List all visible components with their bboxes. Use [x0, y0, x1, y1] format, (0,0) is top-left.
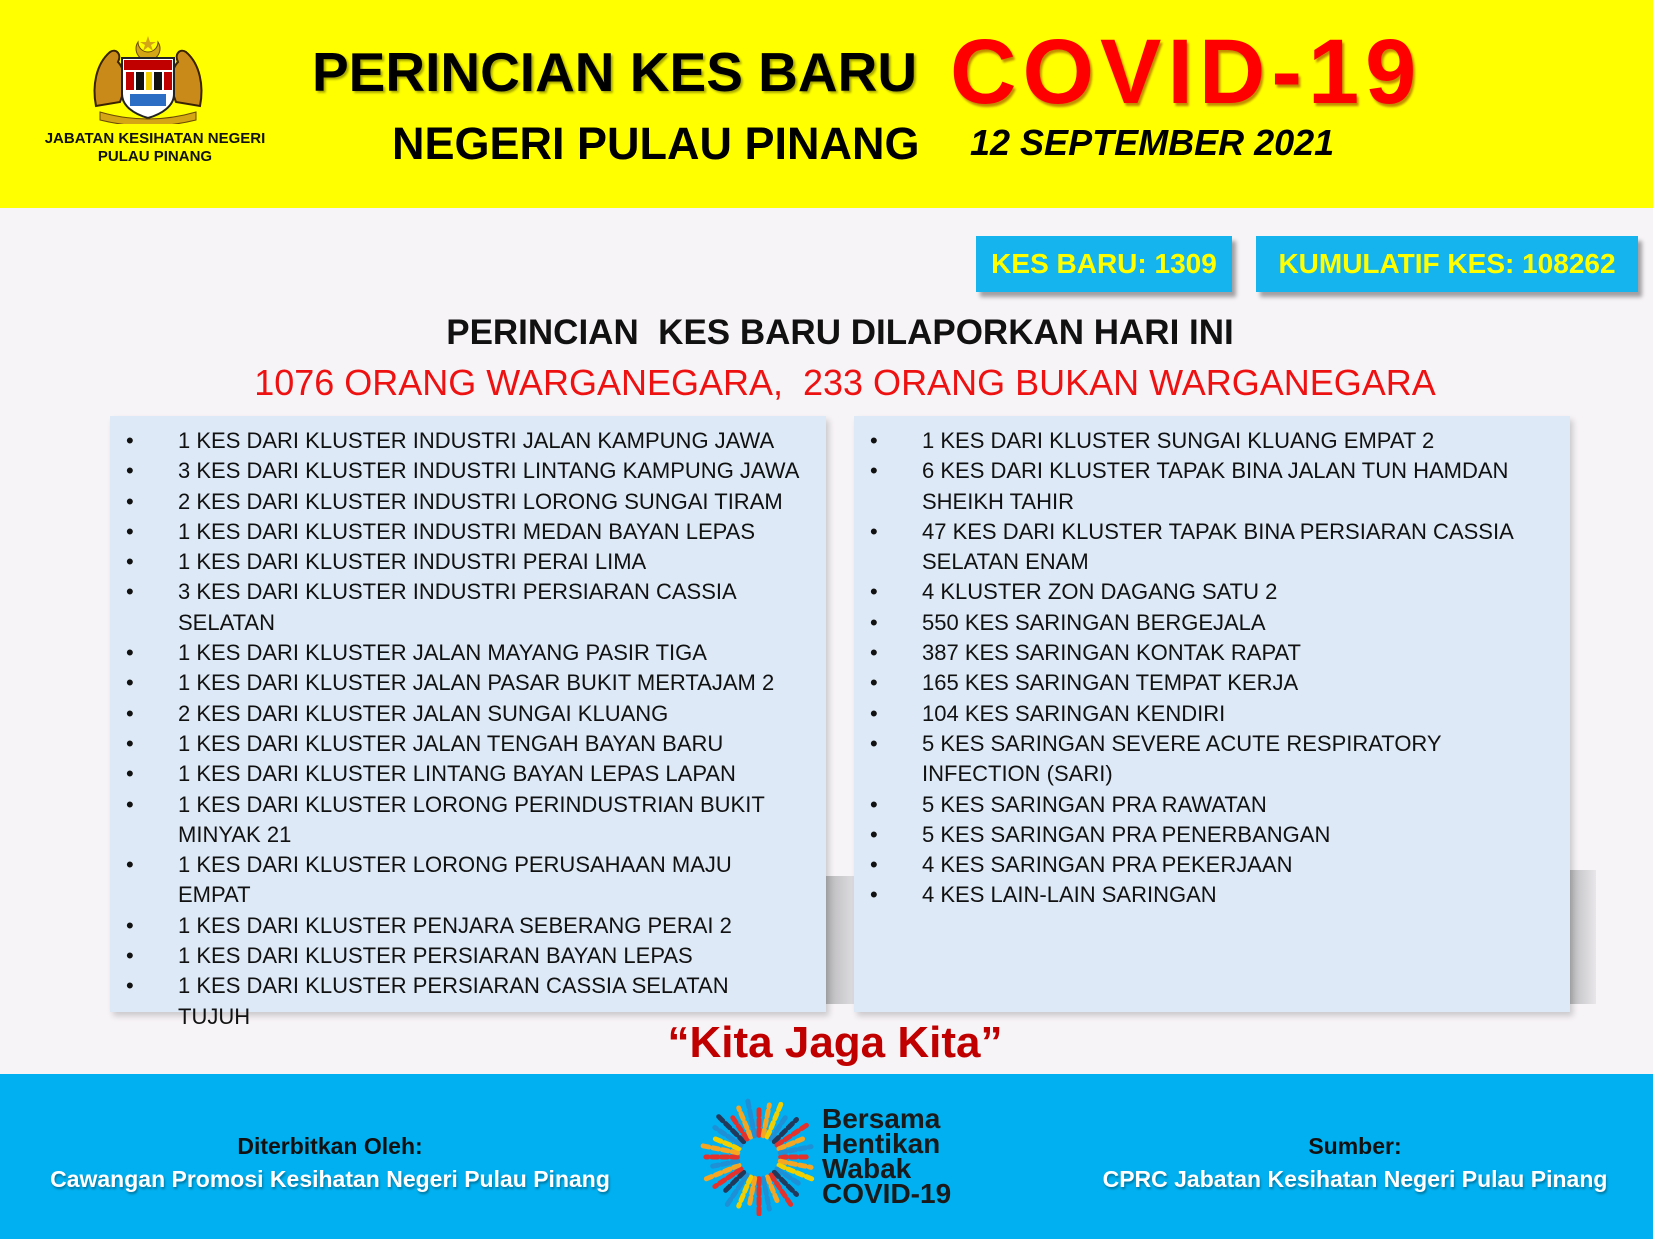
- list-item: • 5 KES SARINGAN SEVERE ACUTE RESPIRATORY INFECTION (SARI): [854, 729, 1570, 790]
- list-item: • 1 KES DARI KLUSTER INDUSTRI JALAN KAMPUNG JAWA: [110, 426, 826, 456]
- list-item: • 1 KES DARI KLUSTER PERSIARAN BAYAN LEPAS: [110, 941, 826, 971]
- section-subtitle: 1076 ORANG WARGANEGARA, 233 ORANG BUKAN WARGANEGARA: [254, 362, 1436, 403]
- list-item: • 47 KES DARI KLUSTER TAPAK BINA PERSIARAN CASSIA SELATAN ENAM: [854, 517, 1570, 578]
- left-case-list-panel: [110, 416, 826, 1029]
- list-item: • 1 KES DARI KLUSTER PERSIARAN CASSIA SELATAN TUJUH: [110, 971, 826, 1032]
- campaign-logo-text: [822, 1103, 992, 1209]
- list-item: • 1 KES DARI KLUSTER INDUSTRI PERAI LIMA: [110, 547, 826, 577]
- list-item: • 2 KES DARI KLUSTER INDUSTRI LORONG SUNGAI TIRAM: [110, 487, 826, 517]
- source-label: Sumber:: [1308, 1133, 1402, 1159]
- list-item: • 5 KES SARINGAN PRA RAWATAN: [854, 790, 1570, 820]
- logo-line-2: Hentikan: [822, 1128, 941, 1159]
- publisher-label: Diterbitkan Oleh:: [237, 1133, 423, 1159]
- list-item: • 1 KES DARI KLUSTER SUNGAI KLUANG EMPAT 2: [854, 426, 1570, 456]
- list-item: • 1 KES DARI KLUSTER JALAN TENGAH BAYAN BARU: [110, 729, 826, 759]
- list-item: • 1 KES DARI KLUSTER INDUSTRI MEDAN BAYAN LEPAS: [110, 517, 826, 547]
- list-item: • 6 KES DARI KLUSTER TAPAK BINA JALAN TUN HAMDAN SHEIKH TAHIR: [854, 456, 1570, 517]
- new-cases-badge: KES BARU: 1309: [976, 236, 1232, 292]
- list-item: • 1 KES DARI KLUSTER PENJARA SEBERANG PERAI 2: [110, 911, 826, 941]
- list-item: • 5 KES SARINGAN PRA PENERBANGAN: [854, 820, 1570, 850]
- list-item: • 1 KES DARI KLUSTER JALAN MAYANG PASIR TIGA: [110, 638, 826, 668]
- list-item: • 3 KES DARI KLUSTER INDUSTRI PERSIARAN CASSIA SELATAN: [110, 577, 826, 638]
- logo-line-3: Wabak: [822, 1153, 912, 1184]
- covid-title: COVID-19: [950, 21, 1423, 123]
- publisher-name: Cawangan Promosi Kesihatan Negeri Pulau Pinang: [50, 1166, 610, 1192]
- department-name: [20, 130, 290, 166]
- list-item: • 550 KES SARINGAN BERGEJALA: [854, 608, 1570, 638]
- panel-shadow: [1568, 870, 1596, 1004]
- department-line-2: PULAU PINANG: [97, 148, 213, 165]
- bersama-hentikan-wabak-logo: [700, 1098, 818, 1216]
- report-date: 12 SEPTEMBER 2021: [970, 122, 1335, 163]
- list-item: • 1 KES DARI KLUSTER LINTANG BAYAN LEPAS LAPAN: [110, 759, 826, 789]
- slogan: “Kita Jaga Kita”: [667, 1018, 1003, 1067]
- page-title: PERINCIAN KES BARU: [312, 41, 918, 103]
- list-item: • 4 KLUSTER ZON DAGANG SATU 2: [854, 577, 1570, 607]
- logo-line-1: Bersama: [822, 1103, 941, 1134]
- list-item: • 1 KES DARI KLUSTER JALAN PASAR BUKIT MERTAJAM 2: [110, 668, 826, 698]
- left-case-list: [110, 416, 826, 1032]
- coat-of-arms-icon: [86, 36, 210, 124]
- section-title: PERINCIAN KES BARU DILAPORKAN HARI INI: [446, 313, 1234, 352]
- state-title: NEGERI PULAU PINANG: [392, 118, 920, 169]
- list-item: • 1 KES DARI KLUSTER LORONG PERUSAHAAN MAJU EMPAT: [110, 850, 826, 911]
- cumulative-cases-badge: KUMULATIF KES: 108262: [1256, 236, 1638, 292]
- list-item: • 4 KES SARINGAN PRA PEKERJAAN: [854, 850, 1570, 880]
- logo-line-4: COVID-19: [822, 1178, 952, 1209]
- list-item: • 2 KES DARI KLUSTER JALAN SUNGAI KLUANG: [110, 699, 826, 729]
- list-item: • 165 KES SARINGAN TEMPAT KERJA: [854, 668, 1570, 698]
- list-item: • 4 KES LAIN-LAIN SARINGAN: [854, 880, 1570, 910]
- list-item: • 387 KES SARINGAN KONTAK RAPAT: [854, 638, 1570, 668]
- source-name: CPRC Jabatan Kesihatan Negeri Pulau Pinang: [1102, 1166, 1608, 1192]
- list-item: • 104 KES SARINGAN KENDIRI: [854, 699, 1570, 729]
- right-case-list-panel: [854, 416, 1570, 1012]
- list-item: • 1 KES DARI KLUSTER LORONG PERINDUSTRIAN BUKIT MINYAK 21: [110, 790, 826, 851]
- right-case-list: [854, 416, 1570, 911]
- list-item: • 3 KES DARI KLUSTER INDUSTRI LINTANG KAMPUNG JAWA: [110, 456, 826, 486]
- department-line-1: JABATAN KESIHATAN NEGERI: [44, 130, 266, 147]
